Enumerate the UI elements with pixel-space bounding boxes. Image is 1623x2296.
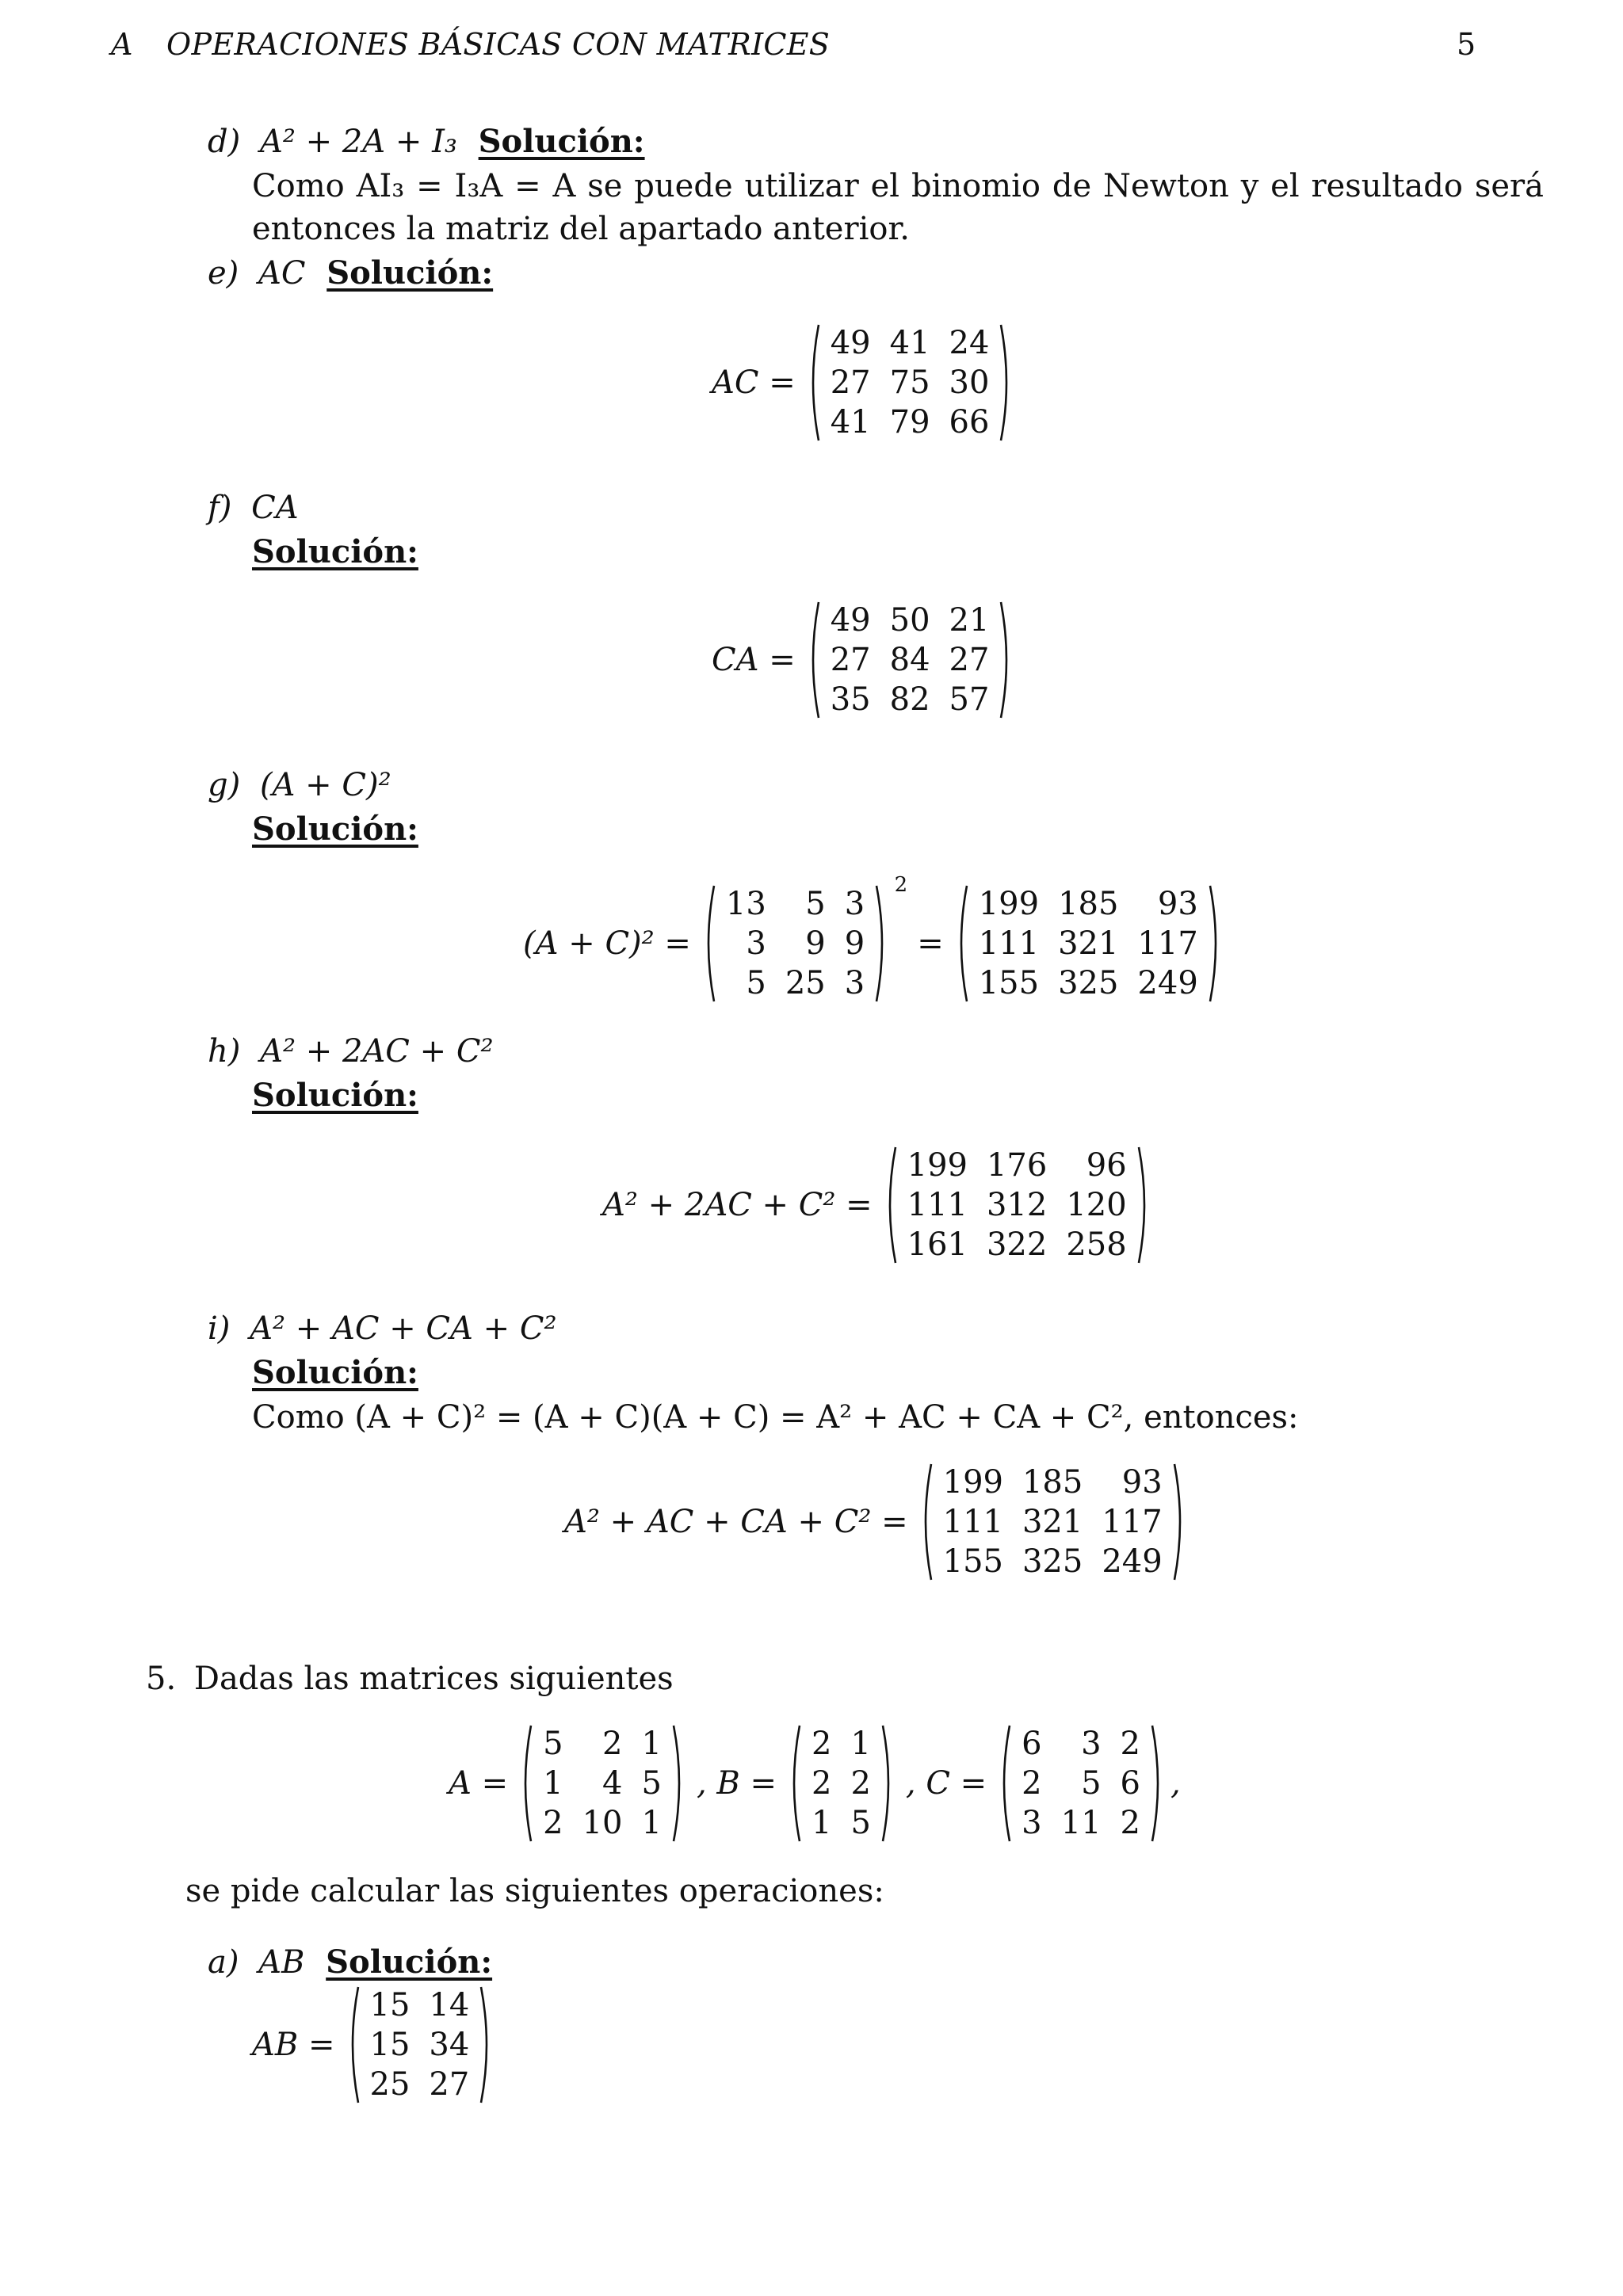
item-d-marker: d) [208, 124, 241, 160]
matrix-cell: 14 [429, 1987, 470, 2023]
matrix-body [361, 1985, 479, 2104]
equals-sign: = [917, 925, 944, 962]
matrix-row [802, 1803, 880, 1843]
item-f-heading [208, 486, 299, 529]
matrix-a2-ac-ca-c2 [919, 1463, 1186, 1581]
matrix-cell: 79 [889, 404, 930, 441]
matrix-cell: 321 [1058, 925, 1119, 962]
matrix-row [934, 1463, 1172, 1502]
solution-label: Solución: [326, 1943, 493, 1981]
problem-5-ask: se pide calcular las siguientes operaciones: [185, 1873, 884, 1909]
matrix-c [998, 1724, 1164, 1843]
matrix-cell: 2 [543, 1805, 563, 1841]
matrix-cell: 5 [641, 1765, 662, 1802]
matrix-cell: 9 [805, 925, 826, 962]
matrix-a [519, 1724, 685, 1843]
matrix-cell: 35 [830, 681, 871, 718]
matrix-row [898, 1146, 1136, 1185]
matrix-cell: 5 [543, 1726, 563, 1762]
matrix-body [1012, 1724, 1150, 1843]
matrix-cell: 117 [1137, 925, 1198, 962]
item-g-equation [523, 873, 1222, 1003]
matrix-row [361, 2065, 479, 2104]
item-5a-marker: a) [208, 1944, 239, 1981]
matrix-cell: 155 [978, 965, 1040, 1001]
matrix-cell: 117 [1102, 1504, 1163, 1540]
matrix-row [802, 1724, 880, 1764]
matrix-row [1012, 1803, 1150, 1843]
matrix-cell: 3 [844, 965, 865, 1001]
solution-label: Solución: [252, 1077, 418, 1114]
matrix-body [716, 884, 874, 1003]
matrix-cell: 27 [830, 364, 871, 401]
left-paren [807, 601, 821, 719]
item-g-heading [208, 764, 391, 807]
right-paren [999, 601, 1013, 719]
exponent: 2 [894, 873, 908, 897]
item-f-expr: CA [251, 490, 299, 526]
matrix-cell: 27 [429, 2066, 470, 2103]
matrix-cell: 111 [978, 925, 1040, 962]
matrix-body [934, 1463, 1172, 1581]
matrix-cell: 5 [1081, 1765, 1102, 1802]
matrix-cell: 57 [949, 681, 990, 718]
matrix-a-label: A = [449, 1765, 509, 1802]
matrix-cell: 93 [1121, 1464, 1163, 1501]
matrix-body [821, 323, 999, 442]
matrix-cell: 1 [641, 1726, 662, 1762]
matrix-row [1012, 1764, 1150, 1803]
item-i-lhs: A² + AC + CA + C² = [564, 1504, 908, 1540]
matrix-row [533, 1724, 671, 1764]
solution-label: Solución: [252, 533, 418, 570]
item-e-heading [208, 252, 493, 295]
item-g-expr: (A + C)² [259, 767, 391, 803]
item-i-expr: A² + AC + CA + C² [250, 1310, 557, 1347]
matrix-cell: 34 [429, 2027, 470, 2063]
matrix-b [788, 1724, 895, 1843]
matrix-cell: 325 [1058, 965, 1119, 1001]
matrix-cell: 2 [1022, 1765, 1042, 1802]
matrix-cell: 49 [830, 325, 871, 361]
matrix-b-label: , B = [696, 1765, 777, 1802]
matrix-row [969, 884, 1208, 924]
matrix-cell: 185 [1058, 886, 1119, 922]
matrix-cell: 50 [889, 602, 930, 639]
item-h-marker: h) [208, 1033, 241, 1070]
matrix-cell: 9 [844, 925, 865, 962]
matrix-cell: 120 [1066, 1187, 1127, 1223]
matrix-row [716, 924, 874, 963]
matrix-row [969, 924, 1208, 963]
matrix-cell: 27 [830, 642, 871, 678]
matrix-cell: 84 [889, 642, 930, 678]
item-f-equation [712, 601, 1013, 719]
matrix-cell: 5 [805, 886, 826, 922]
item-i-heading [208, 1307, 557, 1350]
matrix-cell: 321 [1022, 1504, 1083, 1540]
matrix-row [934, 1542, 1172, 1581]
matrix-ab [346, 1985, 494, 2104]
matrix-row [898, 1185, 1136, 1225]
matrix-cell: 30 [949, 364, 990, 401]
matrix-row [716, 884, 874, 924]
item-d-expr: A² + 2A + I₃ [259, 124, 457, 160]
matrix-body [898, 1146, 1136, 1264]
solution-label: Solución: [252, 810, 418, 848]
matrix-cell: 96 [1086, 1147, 1127, 1184]
left-paren [955, 884, 969, 1003]
right-paren [1208, 884, 1222, 1003]
matrix-cell: 2 [602, 1726, 623, 1762]
matrix-cell: 10 [582, 1805, 623, 1841]
matrix-cell: 2 [812, 1765, 832, 1802]
item-e-lhs: AC = [712, 364, 796, 401]
matrix-cell: 4 [602, 1765, 623, 1802]
matrix-cell: 3 [746, 925, 766, 962]
left-paren [346, 1985, 361, 2104]
item-h-equation [602, 1146, 1151, 1264]
left-paren [998, 1724, 1012, 1843]
matrix-cell: 24 [949, 325, 990, 361]
matrix-cell: 15 [369, 2027, 411, 2063]
matrix-cell: 1 [850, 1726, 871, 1762]
matrix-cell: 25 [369, 2066, 411, 2103]
matrix-cell: 82 [889, 681, 930, 718]
matrix-row [821, 323, 999, 363]
matrix-cell: 49 [830, 602, 871, 639]
matrix-row [716, 963, 874, 1003]
matrix-cell: 93 [1157, 886, 1198, 922]
matrix-cell: 1 [812, 1805, 832, 1841]
solution-label: Solución: [327, 254, 494, 292]
item-e-equation [712, 323, 1013, 442]
item-5a-expr: AB [258, 1944, 305, 1981]
matrix-row [802, 1764, 880, 1803]
matrix-a2-2ac-c2 [884, 1146, 1151, 1264]
matrix-cell: 185 [1022, 1464, 1083, 1501]
matrix-cell: 161 [907, 1226, 968, 1263]
matrix-row [361, 1985, 479, 2025]
item-5a-heading [208, 1941, 492, 1984]
matrix-cell: 325 [1022, 1543, 1083, 1580]
item-f-marker: f) [208, 490, 232, 526]
trailing-comma: , [1170, 1765, 1181, 1802]
matrix-row [821, 601, 999, 640]
right-paren [1172, 1463, 1186, 1581]
item-d-heading [208, 120, 645, 163]
item-i-equation [564, 1463, 1186, 1581]
item-d-text: Como AI₃ = I₃A = A se puede utilizar el binomio de Newton y el resultado será entonces la matriz del apartado anterior. [252, 168, 1544, 247]
left-paren [788, 1724, 802, 1843]
matrix-row [934, 1502, 1172, 1542]
item-h-expr: A² + 2AC + C² [260, 1033, 494, 1070]
item-e-expr: AC [258, 255, 306, 292]
item-i-text: Como (A + C)² = (A + C)(A + C) = A² + AC + CA + C², entonces: [252, 1399, 1299, 1436]
right-paren [671, 1724, 685, 1843]
matrix-cell: 111 [907, 1187, 968, 1223]
matrix-cell: 41 [889, 325, 930, 361]
matrix-a-plus-c [702, 873, 908, 1003]
matrix-cell: 13 [725, 886, 766, 922]
item-g-lhs: (A + C)² = [523, 925, 691, 962]
matrix-row [821, 363, 999, 402]
matrix-c-label: , C = [905, 1765, 987, 1802]
running-header-title: OPERACIONES BÁSICAS CON MATRICES [166, 27, 831, 62]
matrix-cell: 5 [850, 1805, 871, 1841]
item-5a-equation [252, 1985, 493, 2104]
matrix-cell: 2 [812, 1726, 832, 1762]
right-paren [999, 323, 1013, 442]
left-paren [519, 1724, 533, 1843]
right-paren [880, 1724, 895, 1843]
matrix-cell: 176 [986, 1147, 1048, 1184]
matrix-row [821, 640, 999, 680]
matrix-cell: 312 [986, 1187, 1048, 1223]
left-paren [702, 884, 716, 1003]
solution-label: Solución: [252, 1354, 418, 1391]
matrix-cell: 11 [1060, 1805, 1102, 1841]
matrix-cell: 1 [543, 1765, 563, 1802]
matrix-cell: 2 [850, 1765, 871, 1802]
left-paren [807, 323, 821, 442]
matrix-cell: 2 [1120, 1805, 1140, 1841]
matrix-cell: 75 [889, 364, 930, 401]
matrix-cell: 249 [1137, 965, 1198, 1001]
matrix-cell: 3 [1022, 1805, 1042, 1841]
matrix-cell: 15 [369, 1987, 411, 2023]
matrix-cell: 21 [949, 602, 990, 639]
right-paren [479, 1985, 493, 2104]
left-paren [884, 1146, 898, 1264]
matrix-cell: 6 [1022, 1726, 1042, 1762]
item-e-marker: e) [208, 255, 239, 292]
matrix-cell: 25 [785, 965, 826, 1001]
problem-5-intro [146, 1657, 674, 1700]
matrix-cell: 3 [1081, 1726, 1102, 1762]
right-paren [1150, 1724, 1164, 1843]
matrix-row [821, 680, 999, 719]
item-i-marker: i) [208, 1310, 231, 1347]
matrix-ac [807, 323, 1014, 442]
matrix-cell: 5 [746, 965, 766, 1001]
matrix-row [898, 1225, 1136, 1264]
right-paren [874, 884, 888, 1003]
matrix-body [821, 601, 999, 719]
item-5a-lhs: AB = [252, 2027, 335, 2063]
matrix-cell: 66 [949, 404, 990, 441]
matrix-body [533, 1724, 671, 1843]
matrix-cell: 2 [1120, 1726, 1140, 1762]
matrix-cell: 249 [1102, 1543, 1163, 1580]
matrix-row [969, 963, 1208, 1003]
matrix-cell: 199 [907, 1147, 968, 1184]
matrix-cell: 3 [844, 886, 865, 922]
matrix-cell: 41 [830, 404, 871, 441]
matrix-body [969, 884, 1208, 1003]
matrix-row [821, 402, 999, 442]
solution-label: Solución: [478, 123, 645, 160]
matrix-cell: 258 [1066, 1226, 1127, 1263]
matrix-ca [807, 601, 1014, 719]
left-paren [919, 1463, 934, 1581]
matrix-a-plus-c-squared [955, 884, 1222, 1003]
item-g-marker: g) [208, 767, 241, 803]
matrix-row [361, 2025, 479, 2065]
right-paren [1136, 1146, 1151, 1264]
matrix-cell: 6 [1120, 1765, 1140, 1802]
matrix-cell: 199 [942, 1464, 1003, 1501]
matrix-cell: 111 [942, 1504, 1003, 1540]
item-h-lhs: A² + 2AC + C² = [602, 1187, 873, 1223]
page-number: 5 [1457, 27, 1476, 62]
problem-5-matrices [449, 1724, 1181, 1843]
appendix-letter: A [111, 27, 133, 62]
matrix-cell: 199 [978, 886, 1040, 922]
matrix-cell: 27 [949, 642, 990, 678]
item-f-lhs: CA = [712, 642, 796, 678]
matrix-row [1012, 1724, 1150, 1764]
problem-5-number: 5. [146, 1661, 177, 1697]
matrix-row [533, 1764, 671, 1803]
problem-5-intro-text: Dadas las matrices siguientes [193, 1661, 674, 1697]
matrix-cell: 322 [986, 1226, 1048, 1263]
matrix-cell: 1 [641, 1805, 662, 1841]
matrix-body [802, 1724, 880, 1843]
matrix-cell: 155 [942, 1543, 1003, 1580]
item-h-heading [208, 1030, 494, 1073]
matrix-row [533, 1803, 671, 1843]
